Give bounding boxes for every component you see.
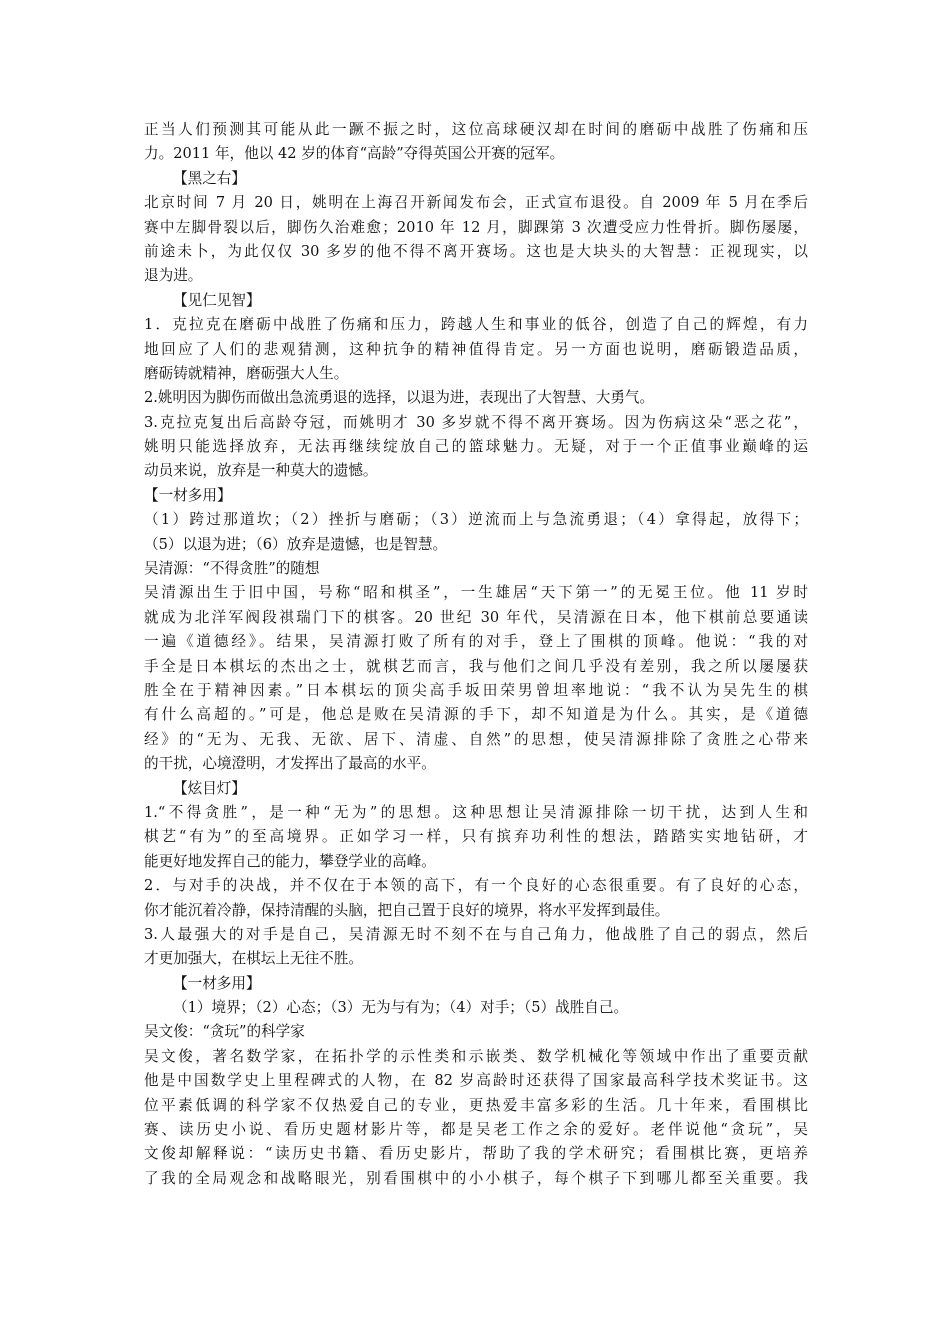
text-line: 姚明只能选择放弃，无法再继续绽放自己的篮球魅力。无疑，对于一个正值事业巅峰的运: [144, 438, 808, 456]
text-line: 有什么高超的。”可是，他总是败在吴清源的手下，却不知道是为什么。其实，是《道德: [144, 706, 808, 724]
text-line: 【见仁见智】: [173, 291, 261, 309]
text-line: 3.克拉克复出后高龄夺冠，而姚明才 30 多岁就不得不离开赛场。因为伤病这朵“恶之花”，: [144, 413, 808, 431]
text-line: 【黑之右】: [173, 169, 246, 187]
text-line: 文俊却解释说：“读历史书籍、看历史影片，帮助了我的学术研究；看围棋比赛，更培养: [144, 1145, 808, 1163]
text-line: （5）以退为进；（6）放弃是遗憾，也是智慧。: [144, 535, 448, 553]
text-line: 【炫目灯】: [173, 779, 246, 797]
text-line: 正当人们预测其可能从此一蹶不振之时，这位高球硬汉却在时间的磨砺中战胜了伤痛和压: [144, 121, 808, 138]
text-line: 北京时间 7 月 20 日，姚明在上海召开新闻发布会，正式宣布退役。自 2009 年 5 月在季后: [144, 194, 808, 212]
text-line: 经》的“无为、无我、无欲、居下、清虚、自然”的思想，使吴清源排除了贪胜之心带来: [144, 730, 808, 748]
text-line: 你才能沉着冷静，保持清醒的头脑，把自己置于良好的境界，将水平发挥到最佳。: [144, 901, 670, 919]
text-line: （1）境界；（2）心态；（3）无为与有为；（4）对手；（5）战胜自己。: [173, 999, 629, 1017]
text-line: 位平素低调的科学家不仅热爱自己的专业，更热爱丰富多彩的生活。几十年来，看围棋比: [144, 1096, 808, 1114]
text-line: 动员来说，放弃是一种莫大的遗憾。: [144, 462, 378, 480]
text-line: 吴文俊：“贪玩”的科学家: [144, 1023, 305, 1041]
text-line: 赛、读历史小说、看历史题材影片等，都是吴老工作之余的爱好。老伴说他“贪玩”，吴: [144, 1121, 808, 1139]
text-line: 棋艺“有为”的至高境界。正如学习一样，只有摈弃功利性的想法，踏踏实实地钻研，才: [144, 828, 808, 846]
text-line: 的干扰，心境澄明，才发挥出了最高的水平。: [144, 755, 436, 773]
text-line: 退为进。: [144, 267, 203, 285]
text-line: 手全是日本棋坛的杰出之士，就棋艺而言，我与他们之间几乎没有差别，我之所以屡屡获: [144, 657, 808, 675]
text-line: 他是中国数学史上里程碑式的人物，在 82 岁高龄时还获得了国家最高科学技术奖证书。这: [144, 1072, 808, 1090]
text-line: 胜全在于精神因素。”日本棋坛的顶尖高手坂田荣男曾坦率地说：“我不认为吴先生的棋: [144, 681, 808, 699]
text-line: 吴清源：“不得贪胜”的随想: [144, 560, 320, 578]
text-line: （1）跨过那道坎；（2）挫折与磨砺；（3）逆流而上与急流勇退；（4）拿得起，放得下；: [144, 511, 808, 529]
text-line: 能更好地发挥自己的能力，攀登学业的高峰。: [144, 852, 436, 870]
text-line: 力。2011 年，他以 42 岁的体育“高龄”夺得英国公开赛的冠军。: [144, 145, 565, 163]
text-line: 赛中左脚骨裂以后，脚伤久治难愈；2010 年 12 月，脚踝第 3 次遭受应力性骨折。脚伤屡屡，: [144, 218, 808, 236]
text-line: 2.姚明因为脚伤而做出急流勇退的选择，以退为进，表现出了大智慧、大勇气。: [144, 389, 655, 407]
text-line: 1.“不得贪胜”，是一种“无为”的思想。这种思想让吴清源排除一切干扰，达到人生和: [144, 803, 808, 821]
text-line: 2．与对手的决战，并不仅在于本领的高下，有一个良好的心态很重要。有了良好的心态，: [144, 877, 808, 895]
text-line: 就成为北洋军阀段祺瑞门下的棋客。20 世纪 30 年代，吴清源在日本，他下棋前总要通读: [144, 608, 808, 626]
text-line: 一遍《道德经》。结果，吴清源打败了所有的对手，登上了围棋的顶峰。他说：“我的对: [144, 633, 808, 651]
text-line: 【一材多用】: [173, 974, 261, 992]
text-line: 前途未卜，为此仅仅 30 多岁的他不得不离开赛场。这也是大块头的大智慧：正视现实，以: [144, 242, 808, 260]
text-line: 了我的全局观念和战略眼光，别看围棋中的小小棋子，每个棋子下到哪儿都至关重要。我: [144, 1169, 808, 1187]
text-line: 【一材多用】: [144, 486, 232, 504]
text-line: 地回应了人们的悲观猜测，这种抗争的精神值得肯定。另一方面也说明，磨砺锻造品质，: [144, 340, 808, 358]
document-body: [144, 118, 808, 1191]
text-line: 1．克拉克在磨砺中战胜了伤痛和压力，跨越人生和事业的低谷，创造了自己的辉煌，有力: [144, 316, 808, 334]
text-line: 磨砺铸就精神，磨砺强大人生。: [144, 364, 349, 382]
text-line: 才更加强大，在棋坛上无往不胜。: [144, 950, 363, 968]
text-line: 吴文俊，著名数学家，在拓扑学的示性类和示嵌类、数学机械化等领域中作出了重要贡献: [144, 1047, 808, 1065]
text-line: 3.人最强大的对手是自己，吴清源无时不刻不在与自己角力，他战胜了自己的弱点，然后: [144, 925, 808, 943]
text-line: 吴清源出生于旧中国，号称“昭和棋圣”，一生雄居“天下第一”的无冕王位。他 11 岁时: [144, 584, 808, 602]
